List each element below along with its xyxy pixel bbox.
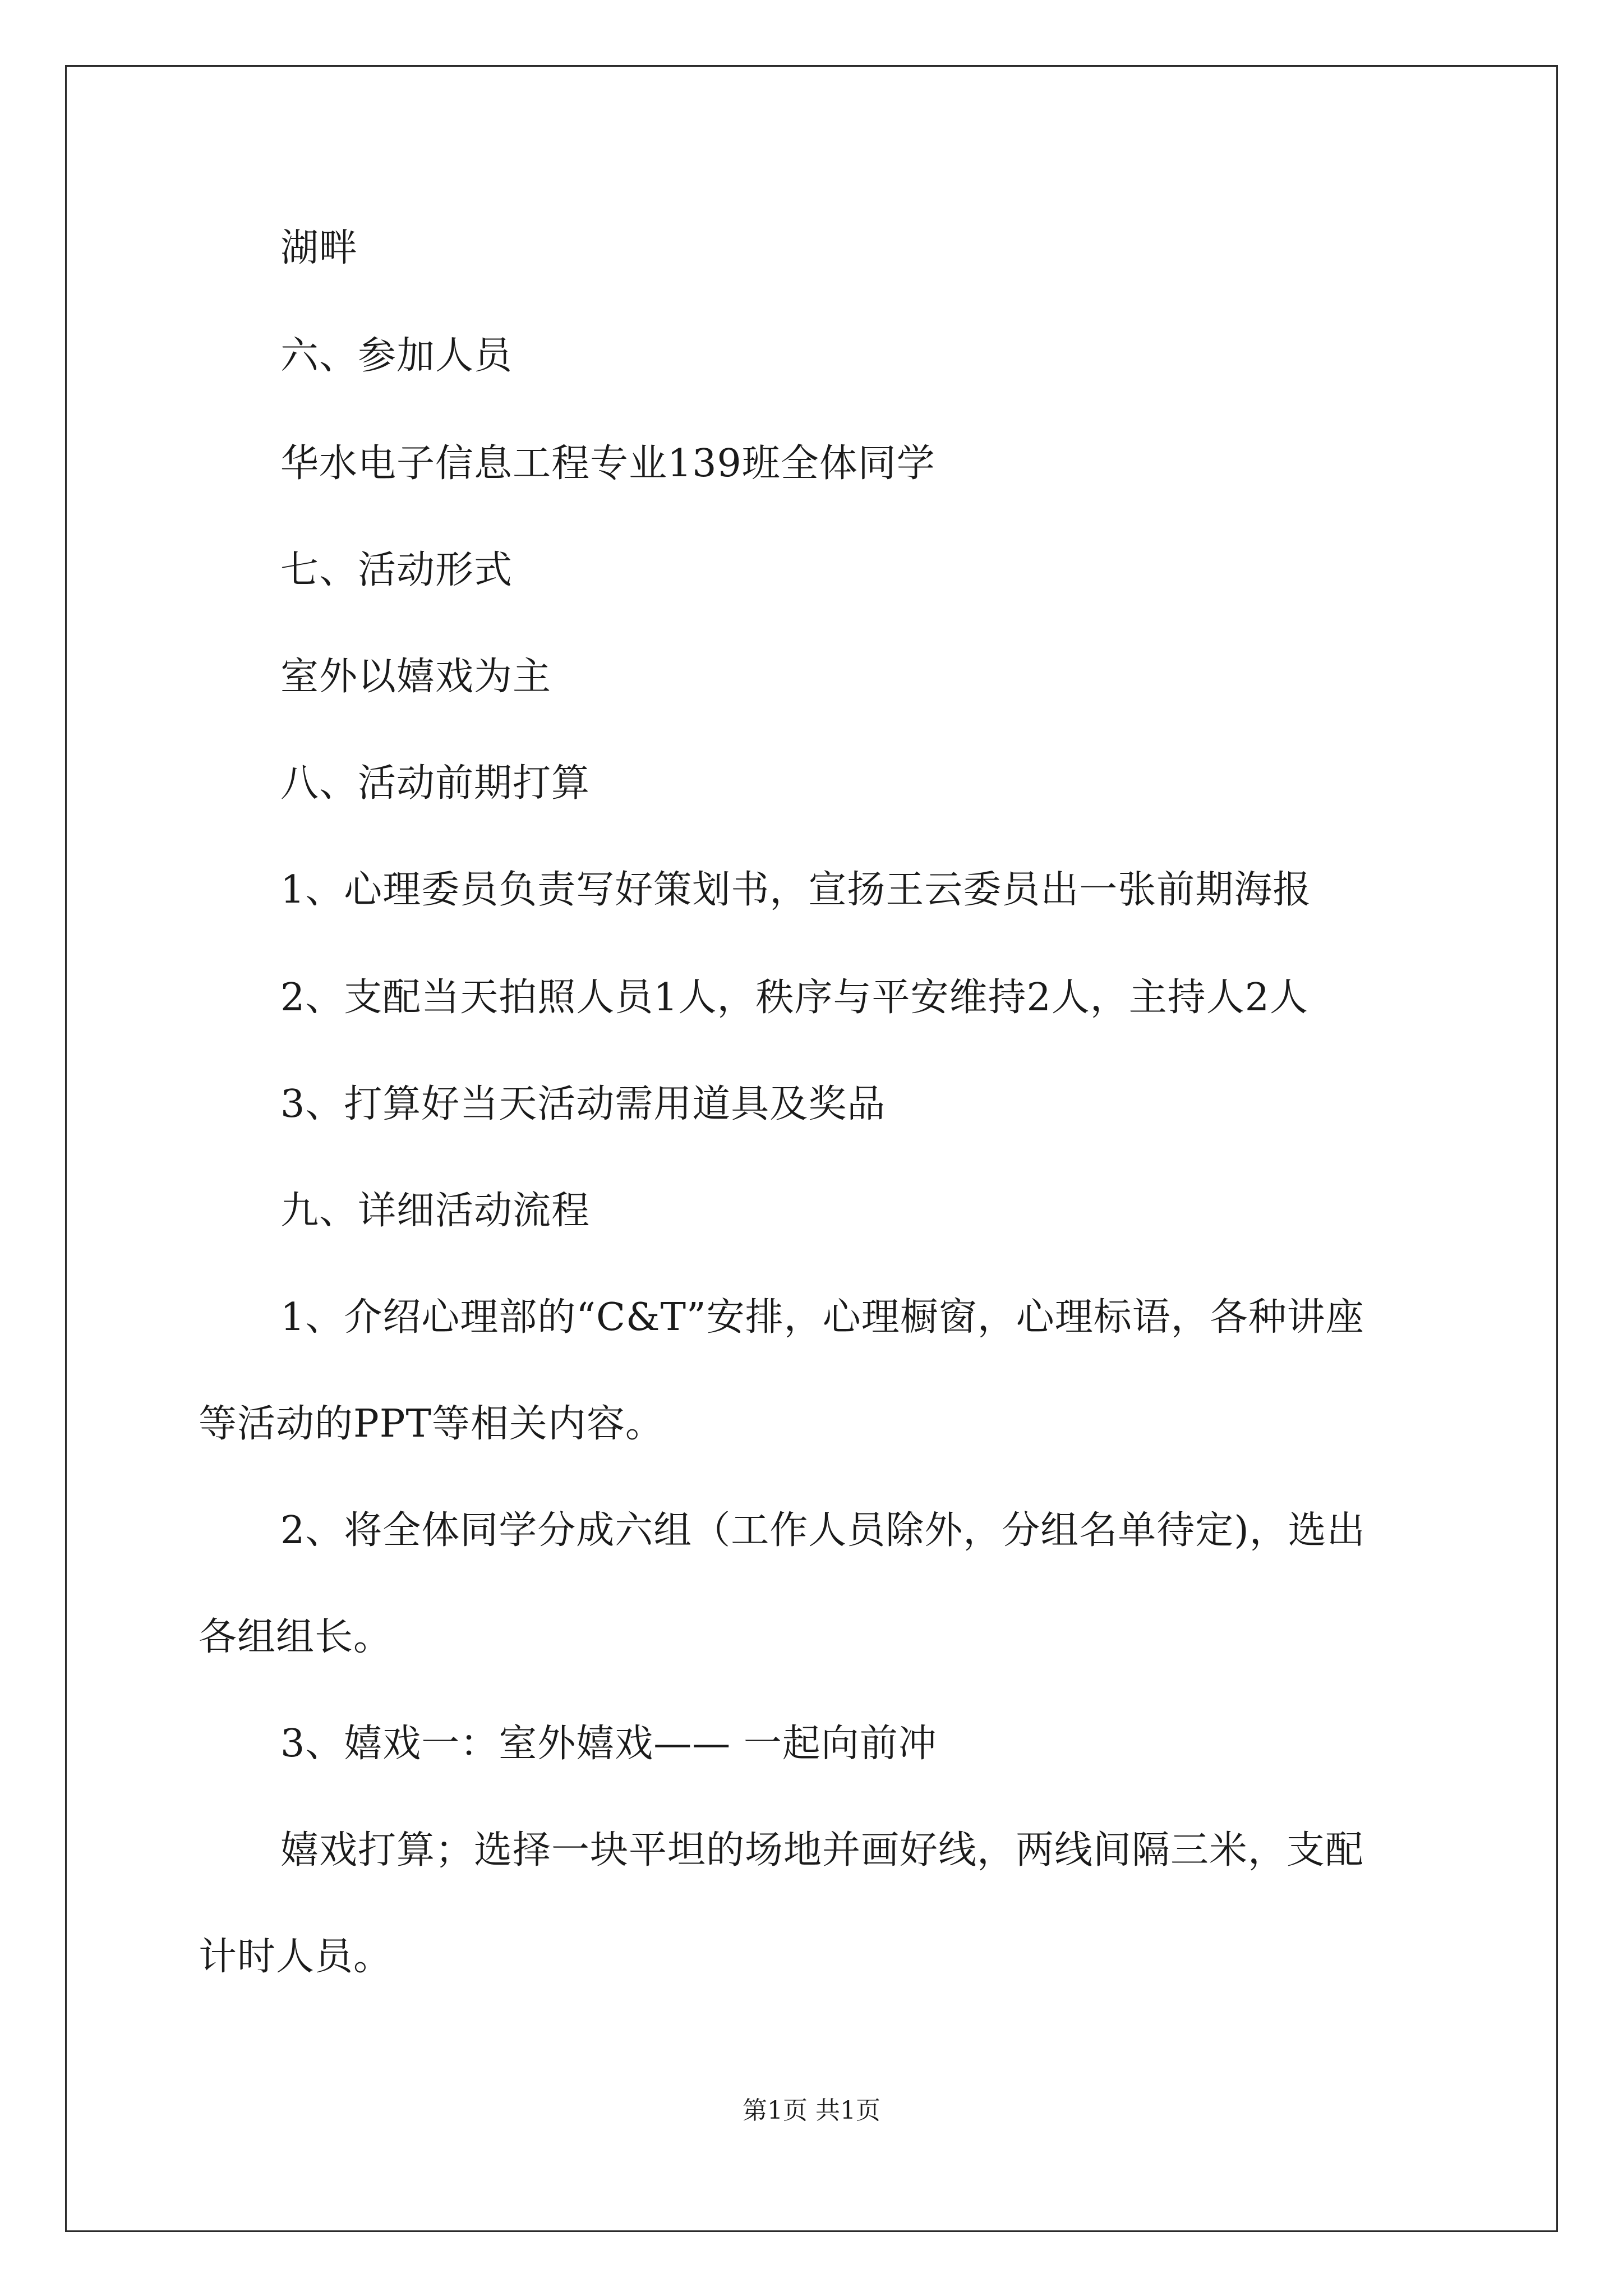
section-heading: 八、活动前期打算 [280,761,591,806]
text-line: 等活动的PPT等相关内容。 [199,1402,664,1446]
text-line: 室外以嬉戏为主 [280,655,552,699]
text-line: 嬉戏打算；选择一块平坦的场地并画好线，两线间隔三米，支配 [280,1828,1364,1872]
page-number: 第1页 共1页 [743,2096,880,2125]
list-item: 3、嬉戏一：室外嬉戏—— 一起向前冲 [280,1722,937,1766]
list-item: 3、打算好当天活动需用道具及奖品 [280,1082,886,1126]
text-line: 各组组长。 [199,1615,393,1659]
text-line: 华水电子信息工程专业139班全体同学 [280,441,935,486]
list-item: 1、心理委员负责写好策划书，宣扬王云委员出一张前期海报 [280,868,1312,912]
section-heading: 七、活动形式 [280,548,513,592]
section-heading: 六、参加人员 [280,334,513,378]
list-item: 2、支配当天拍照人员1人，秩序与平安维持2人，主持人2人 [280,976,1309,1020]
text-line: 计时人员。 [199,1935,393,1979]
list-item: 2、将全体同学分成六组（工作人员除外，分组名单待定)，选出 [280,1508,1366,1553]
text-line: 湖畔 [280,226,358,270]
section-heading: 九、详细活动流程 [280,1189,591,1233]
list-item: 1、介绍心理部的“C&T”安排，心理橱窗，心理标语，各种讲座 [280,1295,1364,1340]
